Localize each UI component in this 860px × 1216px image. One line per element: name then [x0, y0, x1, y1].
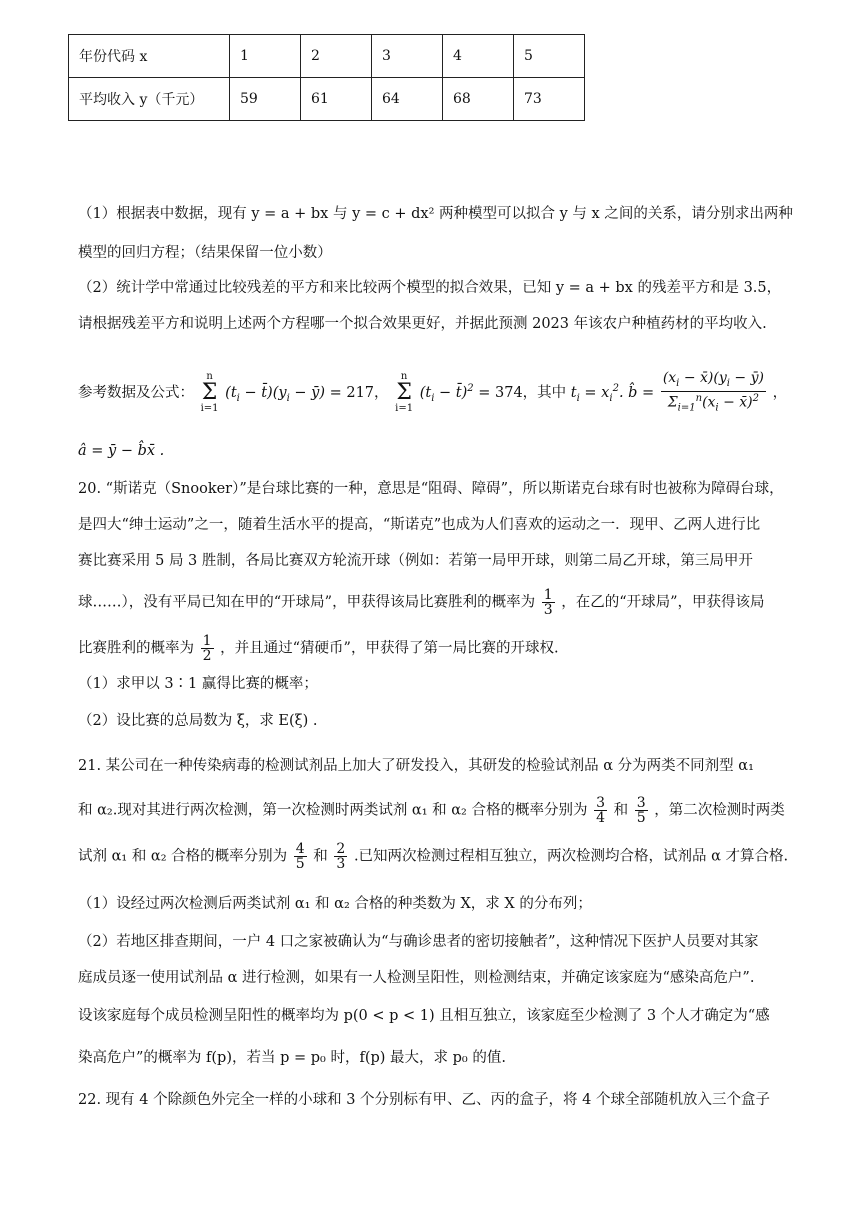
reference-label: 参考数据及公式：: [78, 385, 194, 402]
q20-line5: [78, 634, 559, 663]
q21-line2-text-b: 和: [613, 802, 629, 819]
table-cell: 73: [514, 78, 585, 121]
table-cell: 68: [443, 78, 514, 121]
q19-part1-line1: （1）根据表中数据，现有 y = a + bx 与 y = c + dx² 两种模型可以拟合 y 与 x 之间的关系，请分别求出两种: [78, 206, 793, 222]
reference-value-2: = 374，其中: [478, 385, 567, 402]
table-cell: 4: [443, 35, 514, 78]
summation-term-1: ($t_i$ − $t̄)(y_i$ − ȳ): [225, 385, 325, 405]
table-cell: 1: [230, 35, 301, 78]
b-hat-fraction: $\frac{(x_i - x̄)(y_i - ȳ)}{\Sigma_{i=1}^n(x_i - x̄)^2}$: [662, 370, 764, 414]
q21-sub2-line1: （2）若地区排查期间，一户 4 口之家被确认为“与确诊患者的密切接触者”，这种情况下医护人员要对其家: [78, 934, 759, 950]
reference-value-1: = 217，: [329, 385, 389, 402]
q21-sub2-line3: 设该家庭每个成员检测呈阳性的概率均为 p(0 < p < 1) 且相互独立，该家庭至少检测了 3 个人才确定为“感: [78, 1008, 770, 1024]
q21-line3-text-b: 和: [313, 848, 328, 865]
q22-line1: 22. 现有 4 个除颜色外完全一样的小球和 3 个分别标有甲、乙、丙的盒子，将 4 个球全部随机放入三个盒子: [78, 1092, 770, 1108]
table-cell: 年份代码 x: [69, 35, 230, 78]
q20-sub1: （1）求甲以 3∶1 赢得比赛的概率；: [78, 676, 318, 692]
q21-line3-text-c: .已知两次检测过程相互独立，两次检测均合格，试剂品 α 才算合格.: [353, 848, 789, 865]
q20-line3: 赛比赛采用 5 局 3 胜制，各局比赛双方轮流开球（例如：若第一局甲开球，则第二局乙开球，第三局甲开: [78, 553, 753, 569]
fraction-one-half: $\frac{1}{2}$: [202, 633, 212, 664]
q21-line2-text-a: 和 α₂.现对其进行两次检测，第一次检测时两类试剂 α₁ 和 α₂ 合格的概率分别为: [78, 802, 588, 819]
q20-line4-text-a: 球……），没有平局已知在甲的“开球局”，甲获得该局比赛胜利的概率为: [78, 594, 536, 611]
table-cell: 2: [301, 35, 372, 78]
q21-line3-text-a: 试剂 α₁ 和 α₂ 合格的概率分别为: [78, 848, 288, 865]
table-row: [69, 78, 585, 121]
reference-formula-line: [78, 371, 787, 415]
table-cell: 64: [372, 78, 443, 121]
table-row: [69, 35, 585, 78]
table-cell: 59: [230, 78, 301, 121]
q20-line4: [78, 588, 765, 617]
q19-part1-line2: 模型的回归方程；（结果保留一位小数）: [78, 245, 332, 261]
summation-symbol: n Σ i=1: [395, 371, 414, 415]
summation-term-2: ($t_i$ − t̄)$^2$: [419, 383, 474, 405]
fraction-four-fifths: $\frac{4}{5}$: [295, 841, 305, 872]
t-definition: $t_i = x_i^2$.: [570, 383, 624, 405]
q21-sub2-line2: 庭成员逐一使用试剂品 α 进行检测，如果有一人检测呈阳性，则检测结束，并确定该家庭为“感染高危户”.: [78, 970, 755, 986]
q20-line5-text-b: ，并且通过“猜硬币”，甲获得了第一局比赛的开球权.: [220, 640, 559, 657]
q21-sub2-line4: 染高危户”的概率为 f(p)，若当 p = p₀ 时，f(p) 最大，求 p₀ 的值.: [78, 1050, 506, 1066]
fraction-three-quarters: $\frac{3}{4}$: [596, 795, 605, 826]
q20-sub2: （2）设比赛的总局数为 ξ，求 E(ξ) .: [78, 713, 318, 729]
q21-line1: 21. 某公司在一种传染病毒的检测试剂品上加大了研发投入，其研发的检验试剂品 α 分为两类不同剂型 α₁: [78, 758, 754, 774]
table-cell: 平均收入 y（千元）: [69, 78, 230, 121]
q20-line5-text-a: 比赛胜利的概率为: [78, 640, 194, 657]
q21-line3: [78, 842, 788, 871]
fraction-three-fifths: $\frac{3}{5}$: [636, 795, 646, 826]
q21-sub1: （1）设经过两次检测后两类试剂 α₁ 和 α₂ 合格的种类数为 X，求 X 的分布列；: [78, 896, 592, 912]
table-cell: 5: [514, 35, 585, 78]
q21-line2-text-c: ，第二次检测时两类: [654, 802, 785, 819]
b-hat-formula: b̂ =: [628, 385, 655, 402]
q21-line2: [78, 796, 785, 825]
q20-line1: 20. “斯诺克（Snooker）”是台球比赛的一种，意思是“阻碍、障碍”，所以斯诺克台球有时也被称为障碍台球，: [78, 481, 784, 497]
fraction-two-thirds: $\frac{2}{3}$: [336, 841, 346, 872]
summation-symbol: n Σ i=1: [200, 371, 219, 415]
comma: ，: [772, 385, 788, 402]
table-cell: 3: [372, 35, 443, 78]
data-table: [68, 34, 585, 121]
q19-part2-line2: 请根据残差平方和说明上述两个方程哪一个拟合效果更好，并据此预测 2023 年该农户种植药材的平均收入.: [78, 316, 767, 332]
table-cell: 61: [301, 78, 372, 121]
q20-line2: 是四大“绅士运动”之一，随着生活水平的提高，“斯诺克”也成为人们喜欢的运动之一．现甲、乙两人进行比: [78, 517, 761, 533]
a-hat-formula: â = ȳ − b̂x̄ .: [78, 443, 165, 459]
q19-part2-line1: （2）统计学中常通过比较残差的平方和来比较两个模型的拟合效果，已知 y = a + bx 的残差平方和是 3.5，: [78, 280, 782, 296]
q20-line4-text-b: ，在乙的“开球局”，甲获得该局: [561, 594, 765, 611]
fraction-one-third: $\frac{1}{3}$: [543, 587, 553, 618]
